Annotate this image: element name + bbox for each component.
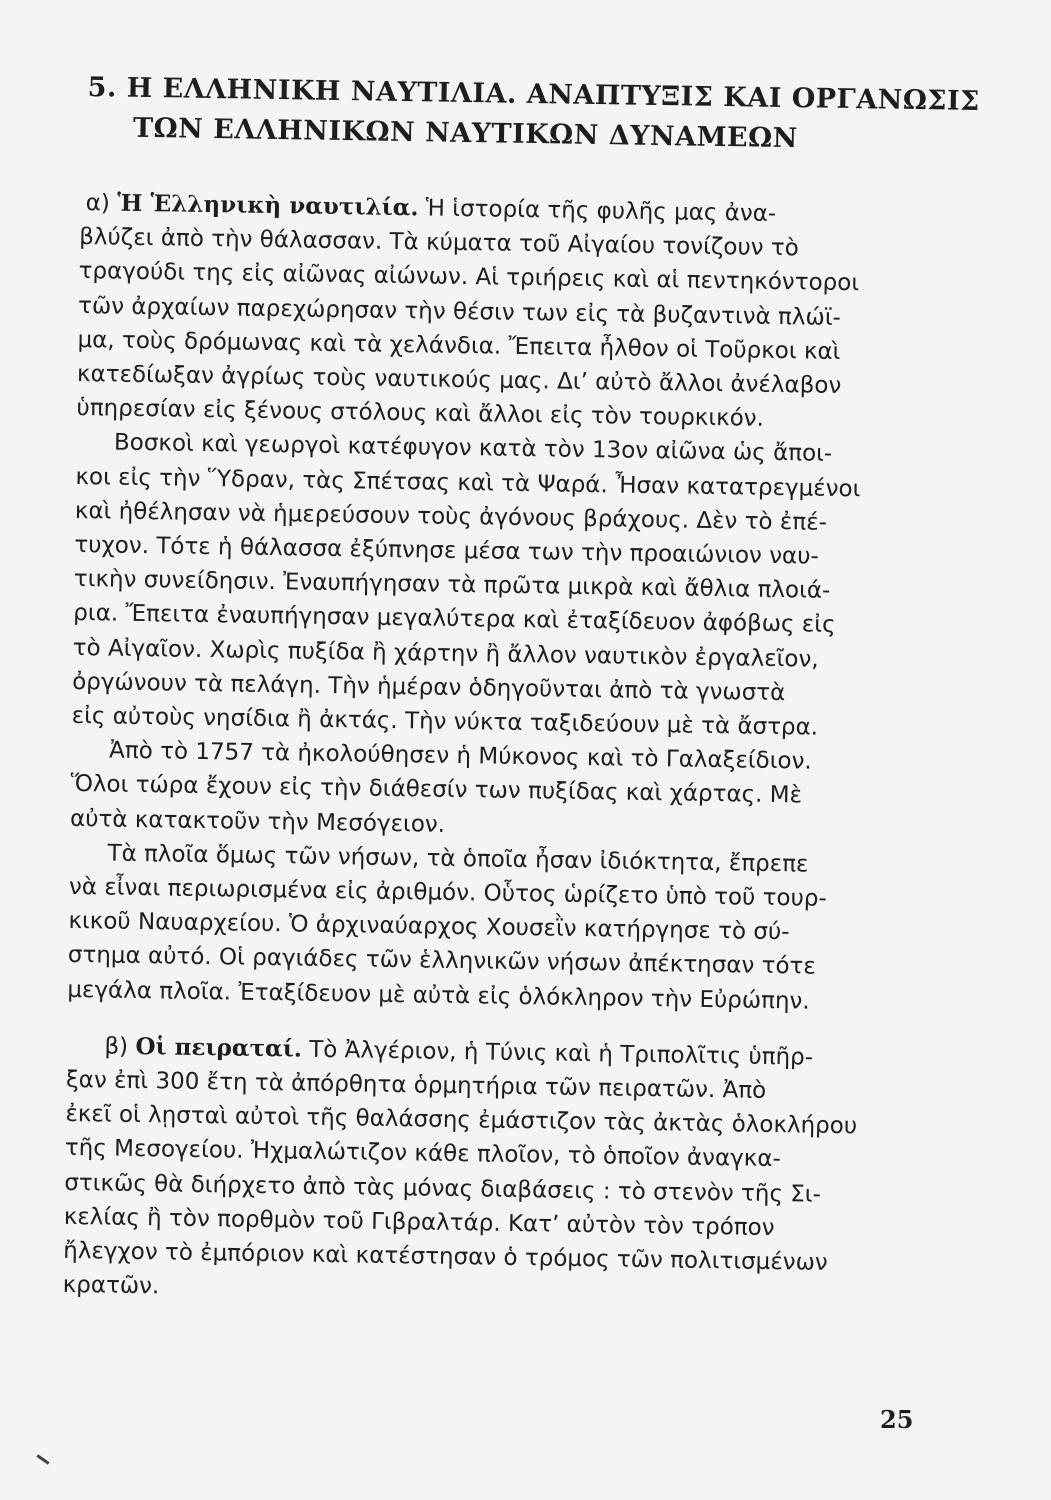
paragraph-line: κρατῶν. (62, 1272, 160, 1300)
heading-line-2: ΤΩΝ ΕΛΛΗΝΙΚΩΝ ΝΑΥΤΙΚΩΝ ΔΥΝΑΜΕΩΝ (132, 112, 799, 155)
paragraph-line: νὰ εἶναι περιωρισμένα εἰς ἀριθμόν. Οὗτος ὡρίζετο ὑπὸ τοῦ τουρ- (68, 873, 827, 912)
paragraph-line: κοι εἰς τὴν Ὕδραν, τὰς Σπέτσας καὶ τὰ Ψαρά. Ἦσαν κατατρεγμένοι (75, 463, 861, 502)
chapter-heading (87, 68, 988, 162)
section-a-title: Ἡ Ἑλληνικὴ ναυτιλία. (116, 189, 419, 222)
paragraph-line: Τὰ πλοῖα ὅμως τῶν νήσων, τὰ ὁποῖα ἦσαν ἰδιόκτητα, ἔπρεπε (107, 840, 809, 878)
paragraph-line: μα, τοὺς δρόμωνας καὶ τὰ χελάνδια. Ἔπειτα ἦλθον οἱ Τοῦρκοι καὶ (77, 326, 841, 365)
paragraph-line: Ἡ ἱστορία τῆς φυλῆς μας ἀνα- (425, 195, 777, 227)
paragraph-line: ἐκεῖ οἱ λῃσταὶ αὐτοὶ τῆς θαλάσσης ἐμάστιζον τὰς ἀκτὰς ὁλοκλήρου (65, 1101, 858, 1140)
paragraph-line: κατεδίωξαν ἀγρίως τοὺς ναυτικούς μας. Δι’ αὐτὸ ἄλλοι ἀνέλαβον (76, 360, 842, 399)
paragraph-line: εἰς αὐτοὺς νησίδια ἢ ἀκτάς. Τὴν νύκτα ταξιδεύουν μὲ τὰ ἄστρα. (71, 702, 819, 741)
paragraph-line: τῶν ἀρχαίων παρεχώρησαν τὴν θέσιν των εἰς τὰ βυζαντινὰ πλώϊ- (77, 292, 842, 331)
paragraph-line: ὑπηρεσίαν εἰς ξένους στόλους καὶ ἄλλοι εἰς τὸν τουρκικόν. (76, 395, 765, 432)
paragraph-line: ἤλεγχον τὸ ἐμπόριον καὶ κατέστησαν ὁ τρόμος τῶν πολιτισμένων (63, 1237, 828, 1276)
paragraph-line: τυχον. Τότε ἡ θάλασσα ἐξύπνησε μέσα των τὴν προαιώνιον ναυ- (74, 531, 820, 570)
paragraph-line: Βοσκοὶ καὶ γεωργοὶ κατέφυγον κατὰ τὸν 13ον αἰῶνα ὡς ἄποι- (113, 429, 833, 468)
page-number: 25 (880, 1405, 914, 1434)
paragraph-line: ξαν ἐπὶ 300 ἔτη τὰ ἀπόρθητα ὁρμητήρια τῶν πειρατῶν. Ἀπὸ (65, 1066, 767, 1104)
paragraph-line: κελίας ἢ τὸν πορθμὸν τοῦ Γιβραλτάρ. Κατ’ αὐτὸν τὸν τρόπον (63, 1203, 775, 1241)
paragraph-line: στημα αὐτό. Οἱ ραγιάδες τῶν ἑλληνικῶν νήσων ἀπέκτησαν τότε (67, 942, 817, 981)
paragraph-line: μεγάλα πλοῖα. Ἐταξίδευον μὲ αὐτὰ εἰς ὁλόκληρον τὴν Εὐρώπην. (67, 976, 810, 1015)
section-a-label: α) (85, 190, 111, 217)
paragraph-line: στικῶς θὰ διήρχετο ἀπὸ τὰς μόνας διαβάσεις : τὸ στενὸν τῆς Σι- (64, 1169, 822, 1208)
paragraph-line: Ὅλοι τώρα ἔχουν εἰς τὴν διάθεσίν των πυξίδας καὶ χάρτας. Μὲ (70, 771, 803, 809)
paragraph-line: τὸ Αἰγαῖον. Χωρὶς πυξίδα ἢ χάρτην ἢ ἄλλον ναυτικὸν ἐργαλεῖον, (72, 634, 819, 673)
paragraph-line: κικοῦ Ναυαρχείου. Ὁ ἀρχιναύαρχος Χουσεῒν κατήργησε τὸ σύ- (68, 908, 790, 946)
paragraph-line: τικὴν συνείδησιν. Ἐναυπήγησαν τὰ πρῶτα μικρὰ καὶ ἄθλια πλοιά- (73, 566, 831, 605)
paragraph-line: τραγούδι της εἰς αἰῶνας αἰώνων. Αἱ τριήρεις καὶ αἱ πεντηκόντοροι (78, 258, 860, 297)
paragraph-line: ὀργώνουν τὰ πελάγη. Τὴν ἡμέραν ὁδηγοῦνται ἀπὸ τὰ γνωστὰ (72, 668, 786, 706)
section-b-label: β) (104, 1033, 129, 1060)
paragraph-line: ρια. Ἔπειτα ἐναυπήγησαν μεγαλύτερα καὶ ἐταξίδευον ἀφόβως εἰς (73, 600, 836, 639)
heading-line-1: 5. Η ΕΛΛΗΝΙΚΗ ΝΑΥΤΙΛΙΑ. ΑΝΑΠΤΥΞΙΣ ΚΑΙ ΟΡΓΑΝΩΣΙΣ (87, 71, 980, 118)
scan-speck (36, 1454, 49, 1464)
paragraph-line: βλύζει ἀπὸ τὴν θάλασσαν. Τὰ κύματα τοῦ Αἰγαίου τονίζουν τὸ (78, 224, 800, 262)
body-text (62, 186, 949, 1316)
paragraph-line: Τὸ Ἀλγέριον, ἡ Τύνις καὶ ἡ Τριπολῖτις ὑπῆρ- (308, 1036, 814, 1071)
paragraph-line: καὶ ἠθέλησαν νὰ ἡμερεύσουν τοὺς ἀγόνους βράχους. Δὲν τὸ ἐπέ- (74, 497, 828, 536)
section-b-title: Οἱ πειραταί. (135, 1032, 303, 1063)
paragraph-line: τῆς Μεσογείου. Ἠχμαλώτιζον κάθε πλοῖον, τὸ ὁποῖον ἀναγκα- (64, 1135, 781, 1173)
paragraph-line: Ἀπὸ τὸ 1757 τὰ ἠκολούθησεν ἡ Μύκονος καὶ τὸ Γαλαξείδιον. (108, 737, 812, 775)
paragraph-line: αὐτὰ κατακτοῦν τὴν Μεσόγειον. (69, 805, 446, 838)
